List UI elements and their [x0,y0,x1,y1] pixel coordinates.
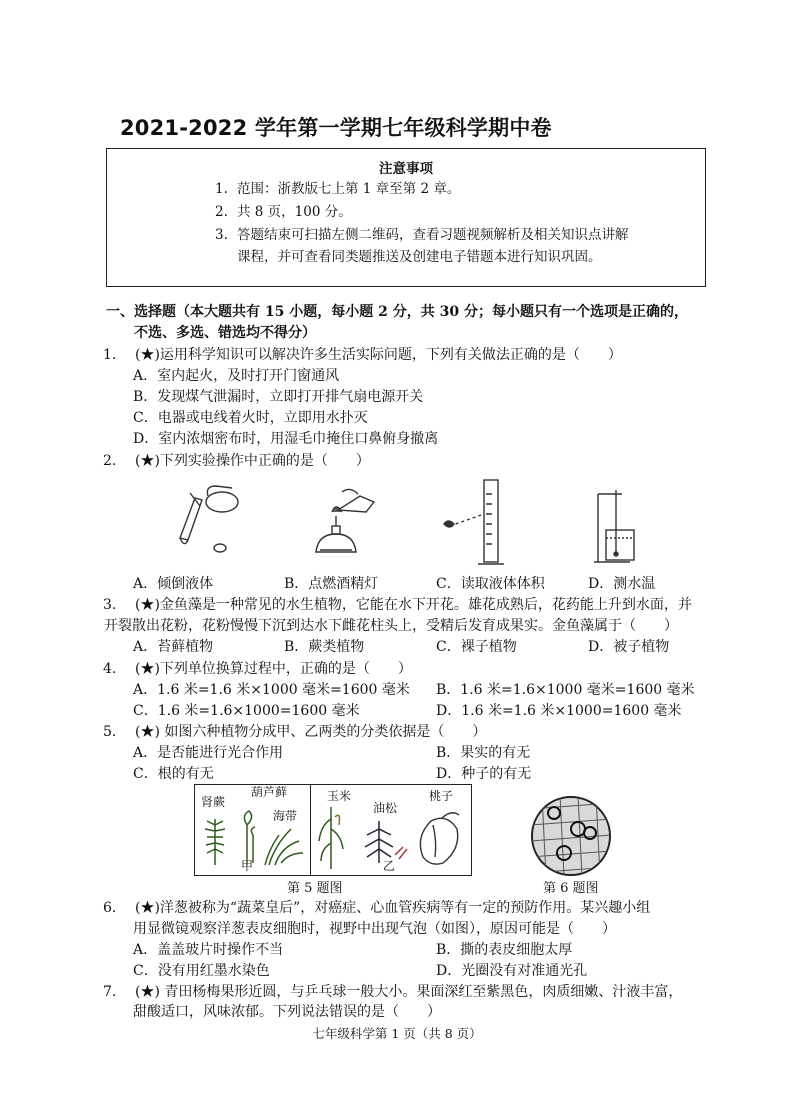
question-number: 1. [103,347,117,363]
notice-item [215,202,677,223]
page-footer: 七年级科学第 1 页（共 8 页） [312,1026,482,1041]
question-stem: (★) 如图六种植物分成甲、乙两类的分类依据是（ ） [135,724,487,740]
notice-text: 课程，并可查看同类题推送及创建电子错题本进行知识巩固。 [237,249,602,265]
notice-item [215,225,677,246]
plant-group-jia [194,784,312,876]
option: D．室内浓烟密布时，用湿毛巾掩住口鼻俯身撤离 [133,431,439,447]
section-line: 一、选择题（本大题共有 15 小题，每小题 2 分，共 30 分；每小题只有一个选项是正确的， [106,304,688,320]
notice-num: 1. [215,181,228,197]
plant-label: 葫芦藓 [251,785,288,799]
option: D．种子的有无 [436,766,532,782]
option: C．电器或电线着火时，立即用水扑灭 [133,410,368,426]
plant-label: 油松 [373,801,398,815]
option: C．没有用红墨水染色 [133,963,270,979]
option: D．测水温 [588,576,656,592]
alcohol-lamp-figure [298,482,388,572]
corn-pine-peach-drawing [311,785,471,875]
question-number: 4. [103,661,117,677]
option: C．裸子植物 [436,639,517,655]
notice-text: 范围：浙教版七上第 1 章至第 2 章。 [237,181,461,197]
question-stem: (★) 青田杨梅果形近圆，与乒乓球一般大小。果面深红至紫黑色，肉质细嫩、汁液丰富， [135,984,683,1000]
question-number: 3. [103,597,117,613]
question-stem: (★)下列单位换算过程中，正确的是（ ） [135,661,412,677]
plant-label: 玉米 [327,789,352,803]
notice-num: 2. [215,204,228,220]
notice-item [237,247,677,268]
option: D．1.6 米=1.6 米×1000=1600 毫米 [436,703,682,719]
option: D．被子植物 [588,639,670,655]
option: A．是否能进行光合作用 [133,745,284,761]
plant-label: 甲 [241,859,254,873]
notice-num: 3. [215,227,228,243]
plant-label: 海带 [273,809,298,823]
question-stem-continued: 甜酸适口，风味浓郁。下列说法错误的是（ ） [133,1004,441,1020]
question-stem-continued: 用显微镜观察洋葱表皮细胞时，视野中出现气泡（如图），原因可能是（ ） [133,921,616,937]
option: B．蕨类植物 [284,639,365,655]
option: A．室内起火，及时打开门窗通风 [133,368,340,384]
option: C．读取液体体积 [436,576,545,592]
option: B．1.6 米=1.6×1000 毫米=1600 毫米 [436,682,695,698]
option: A．盖盖玻片时操作不当 [133,942,284,958]
question-number: 2. [103,453,117,469]
question-stem: (★)洋葱被称为“蔬菜皇后”，对癌症、心血管疾病等有一定的预防作用。某兴趣小组 [135,900,651,916]
plant-label: 桃子 [429,789,454,803]
option: A．倾倒液体 [133,576,214,592]
option: B．果实的有无 [436,745,531,761]
question-stem-continued: 开裂散出花粉，花粉慢慢下沉到达水下雌花柱头上，受精后发育成果实。金鱼藻属于（ ） [104,618,678,634]
question-stem: (★)金鱼藻是一种常见的水生植物，它能在水下开花。雄花成熟后，花药能上升到水面，并 [135,597,692,613]
pour-liquid-figure [150,478,250,568]
fern-moss-kelp-drawing [195,785,311,875]
section-heading [106,302,706,344]
section-line: 不选、多选、错选均不得分） [134,325,316,341]
page-title: 2021-2022 学年第一学期七年级科学期中卷 [120,116,552,140]
plant-label: 乙 [383,859,396,873]
question-stem: (★)运用科学知识可以解决许多生活实际问题，下列有关做法正确的是（ ） [135,347,622,363]
graduated-cylinder-figure [440,474,520,574]
notice-text: 共 8 页，100 分。 [237,204,352,220]
notice-item [215,179,677,200]
onion-cell-microscope-view [530,795,612,877]
option: A．苔藓植物 [133,639,214,655]
figure-6-caption: 第 6 题图 [543,881,599,896]
option: B．发现煤气泄漏时，立即打开排气扇电源开关 [133,389,424,405]
question-number: 7. [103,984,117,1000]
option: B．点燃酒精灯 [284,576,379,592]
option: B．撕的表皮细胞太厚 [436,942,573,958]
notice-box [106,148,706,287]
notice-text: 答题结束可扫描左侧二维码，查看习题视频解析及相关知识点讲解 [237,227,629,243]
notice-heading: 注意事项 [379,161,433,177]
question-number: 5. [103,724,117,740]
plant-group-yi [310,784,472,876]
question-number: 6. [103,900,117,916]
option: C．根的有无 [133,766,214,782]
question-stem: (★)下列实验操作中正确的是（ ） [135,453,370,469]
figure-5-caption: 第 5 题图 [287,881,343,896]
option: A．1.6 米=1.6 米×1000 毫米=1600 毫米 [133,682,410,698]
option: C．1.6 米=1.6×1000=1600 毫米 [133,703,360,719]
option: D．光圈没有对准通光孔 [436,963,588,979]
plant-label: 肾蕨 [201,795,226,809]
thermometer-figure [590,474,650,574]
